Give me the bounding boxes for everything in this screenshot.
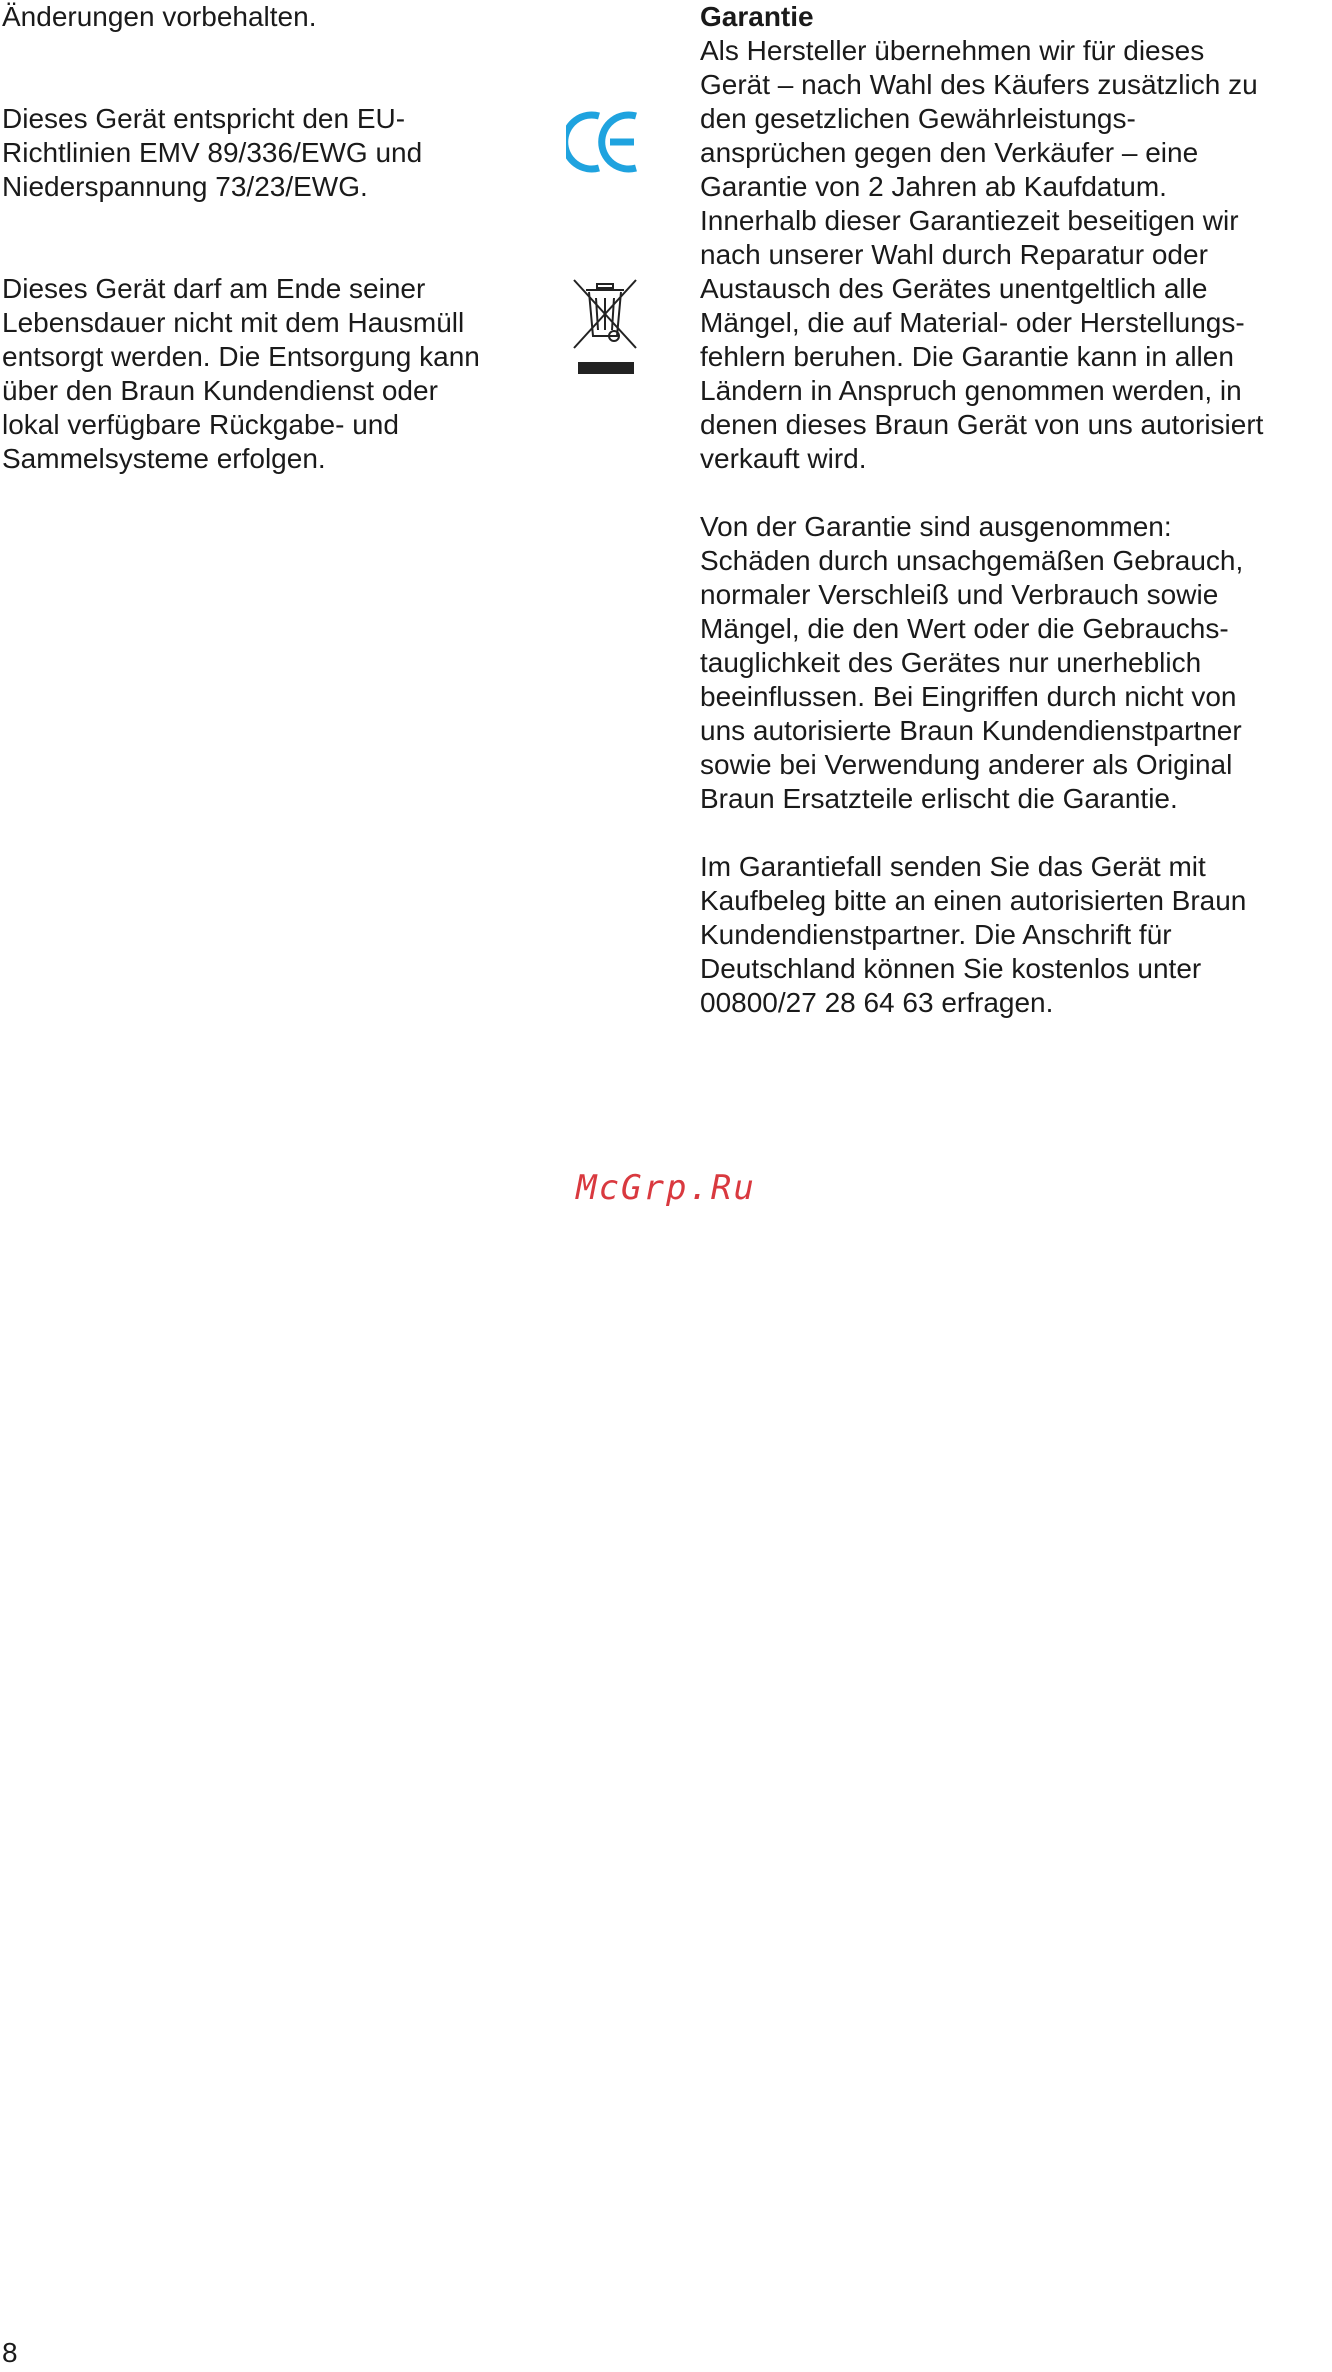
- watermark-text: McGrp.Ru: [576, 1168, 756, 1208]
- eu-compliance-text: Dieses Gerät entspricht den EU- Richtlinien EMV 89/336/EWG und Niederspannung 73/23/EWG.: [2, 103, 423, 202]
- disposal-text: Dieses Gerät darf am Ende seiner Lebensdauer nicht mit dem Hausmüll entsorgt werden. Die Entsorgung kann über den Braun Kundendienst oder lokal verfügbare Rückgabe- und Sammelsysteme erfolgen.: [2, 273, 480, 474]
- ce-mark-icon: [566, 108, 642, 176]
- warranty-heading: Garantie: [700, 1, 814, 32]
- crossed-out-wheelie-bin-icon: [570, 278, 640, 378]
- warranty-exclusions-paragraph: Von der Garantie sind ausgenommen: Schäden durch unsachgemäßen Gebrauch, normaler Verschleiß und Verbrauch sowie Mängel, die den Wert oder die Gebrauchs- tauglichkeit des Gerätes nur unerheblich beeinflussen. Bei Eingriffen durch nicht von uns autorisierte Braun Kundendienstpartner sowie bei Verwendung anderer als Original Braun Ersatzteile erlischt die Garantie.: [700, 511, 1244, 814]
- warranty-claim-paragraph: Im Garantiefall senden Sie das Gerät mit Kaufbeleg bitte an einen autorisierten Braun Kundendienstpartner. Die Anschrift für Deutschland können Sie kostenlos unter 00800/27 28 64 63 erfragen.: [700, 851, 1247, 1018]
- page-number: 8: [2, 2337, 18, 2368]
- changes-reserved-notice: Änderungen vorbehalten.: [2, 1, 317, 32]
- warranty-paragraph-1: Als Hersteller übernehmen wir für dieses Gerät – nach Wahl des Käufers zusätzlich zu den gesetzlichen Gewährleistungs- ansprüchen gegen den Verkäufer – eine Garantie von 2 Jahren ab Kaufdatum. Innerhalb dieser Garantiezeit beseitigen wir nach unserer Wahl durch Reparatur oder Austausch des Gerätes unentgeltlich alle Mängel, die auf Material- oder Herstellungs- fehlern beruhen. Die Garantie kann in allen Ländern in Anspruch genommen werden, in denen dieses Braun Gerät von uns autorisiert verkauft wird.: [700, 35, 1264, 474]
